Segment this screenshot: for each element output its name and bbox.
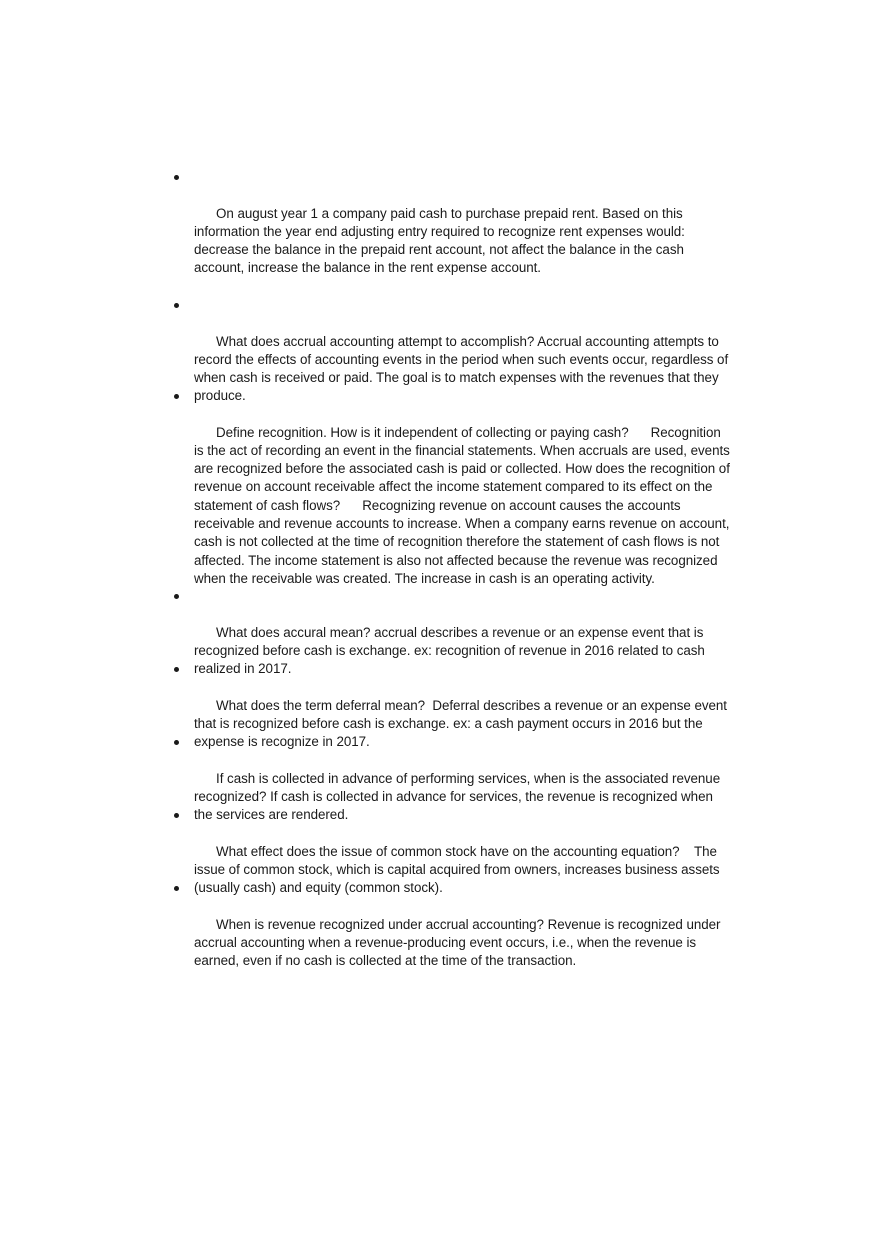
list-item-text: What does the term deferral mean? Deferral describes a revenue or an expense event that is recognized before cash is exchange. ex: a cash payment occurs in 2016 but the expense is recognize in 2017. — [194, 697, 731, 750]
list-item — [194, 879, 734, 989]
list-item-text: What does accrual accounting attempt to accomplish? Accrual accounting attempts to record the effects of accounting events in the period when such events occur, regardless of when cash is received or paid. The goal is to match expenses with the revenues that they produce. — [194, 333, 732, 404]
list-item-text: On august year 1 a company paid cash to purchase prepaid rent. Based on this information the year end adjusting entry required to recognize rent expenses would: decrease the balance in the prepaid rent account, not affect the balance in the cash account, increase the balance in the rent expense account. — [194, 205, 689, 276]
list-item-text: Define recognition. How is it independent of collecting or paying cash? Recognition is the act of recording an event in the financial statements. When accruals are used, events are recognized before the associated cash is paid or collected. How does the recognition of revenue on account receivable affect the income statement compared to its effect on the statement of cash flows? Recognizing revenue on account causes the accounts receivable and revenue accounts to increase. When a company earns revenue on account, cash is not collected at the time of recognition therefore the statement of cash flows is not affected. The income statement is also not affected because the revenue was recognized when the receivable was created. The increase in cash is an operating activity. — [194, 424, 734, 586]
list-item — [194, 387, 734, 607]
list-item-text: When is revenue recognized under accrual accounting? Revenue is recognized under accrual accounting when a revenue-producing event occurs, i.e., when the revenue is earned, even if no cash is collected at the time of the transaction. — [194, 916, 725, 969]
list-item-text: What does accural mean? accrual describes a revenue or an expense event that is recognized before cash is exchange. ex: recognition of revenue in 2016 related to cash realized in 2017. — [194, 624, 709, 677]
list-item-text: What effect does the issue of common stock have on the accounting equation? The issue of common stock, which is capital acquired from owners, increases business assets (usually cash) and equity (common stock). — [194, 843, 724, 896]
list-item — [194, 168, 734, 296]
list-item-text: If cash is collected in advance of performing services, when is the associated revenue recognized? If cash is collected in advance for services, the revenue is recognized when the services are rendered. — [194, 770, 724, 823]
